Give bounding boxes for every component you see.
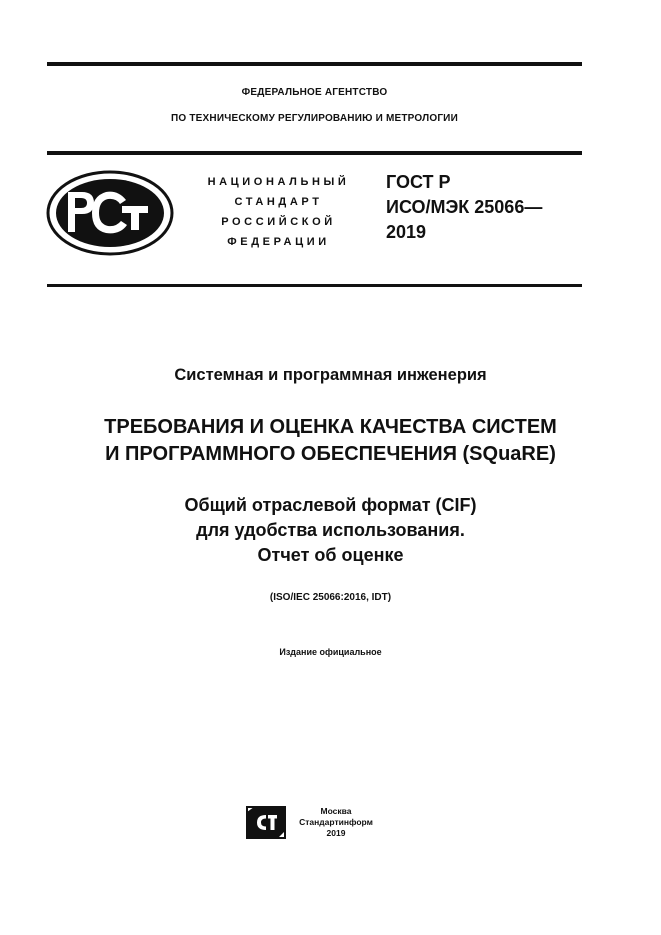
edition-label: Издание официальное — [279, 647, 382, 657]
designation-line: ИСО/МЭК 25066— — [386, 197, 543, 217]
subtitle-line: для удобства использования. — [196, 520, 465, 540]
agency-name-line-1: ФЕДЕРАЛЬНОЕ АГЕНТСТВО — [241, 87, 388, 98]
rst-mark-icon — [46, 170, 174, 256]
publisher-name: Стандартинформ — [299, 817, 373, 827]
national-standard-label — [186, 172, 371, 252]
national-standard-line: ФЕДЕРАЦИИ — [227, 236, 330, 248]
publisher-year: 2019 — [326, 828, 346, 838]
standartinform-logo-icon — [246, 806, 286, 839]
national-standard-line: НАЦИОНАЛЬНЫЙ — [207, 176, 350, 188]
document-title — [47, 414, 614, 468]
document-subtitle — [47, 493, 614, 568]
agency-name-line-2: ПО ТЕХНИЧЕСКОМУ РЕГУЛИРОВАНИЮ И МЕТРОЛОГИИ — [171, 113, 458, 124]
designation-line: 2019 — [386, 222, 427, 242]
publisher-block — [297, 806, 375, 839]
national-standard-line: СТАНДАРТ — [234, 196, 323, 208]
top-rule — [47, 62, 582, 66]
standard-designation — [386, 170, 606, 245]
subtitle-line: Общий отраслевой формат (CIF) — [184, 495, 477, 515]
national-standard-line: РОССИЙСКОЙ — [221, 216, 336, 228]
header-rule — [47, 151, 582, 155]
iso-reference: (ISO/IEC 25066:2016, IDT) — [269, 592, 392, 603]
title-line: И ПРОГРАММНОГО ОБЕСПЕЧЕНИЯ (SQuaRE) — [105, 443, 556, 465]
subject-heading: Системная и программная инженерия — [174, 366, 487, 384]
publisher-city: Москва — [320, 806, 352, 816]
title-line: ТРЕБОВАНИЯ И ОЦЕНКА КАЧЕСТВА СИСТЕМ — [104, 416, 557, 438]
designation-line: ГОСТ Р — [386, 172, 451, 192]
subtitle-line: Отчет об оценке — [257, 545, 404, 565]
designation-rule — [47, 284, 582, 287]
